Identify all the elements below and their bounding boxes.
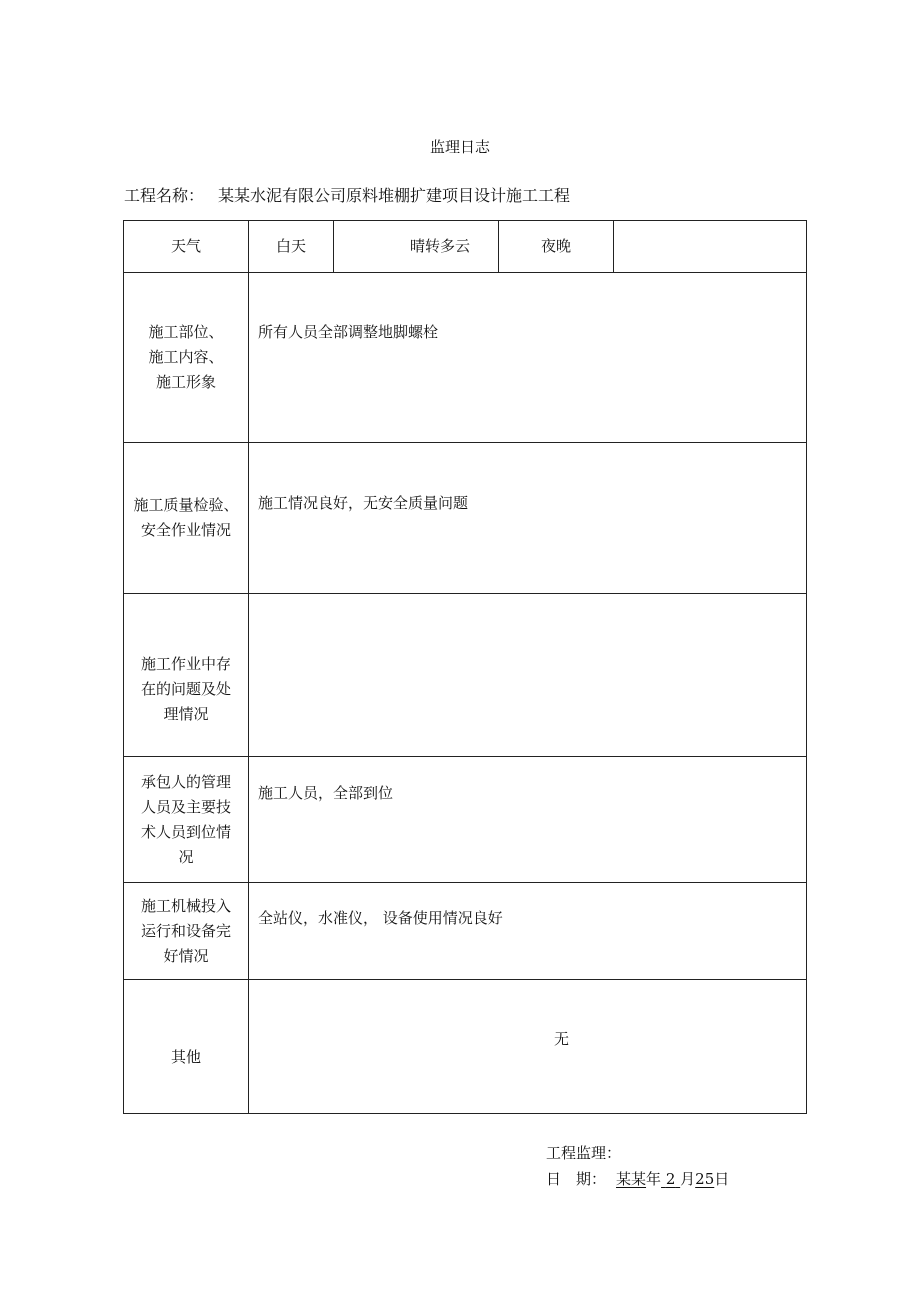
staff-content: 施工人员，全部到位 — [258, 784, 394, 802]
quality-label-line: 安全作业情况 — [140, 521, 231, 539]
page-title: 监理日志 — [429, 138, 490, 156]
day-weather-value: 晴转多云 — [334, 221, 499, 273]
date-day: 25 — [695, 1170, 715, 1188]
day-label: 白天 — [249, 221, 334, 273]
construction-label-line: 施工内容、 — [148, 348, 224, 366]
construction-label — [124, 273, 249, 443]
other-content-cell — [249, 980, 807, 1114]
night-weather-value — [614, 221, 807, 273]
construction-label-line: 施工部位、 — [148, 323, 224, 341]
project-name-value: 某某水泥有限公司原料堆棚扩建项目设计施工工程 — [218, 186, 571, 205]
month-unit: 月 — [680, 1170, 696, 1188]
staff-row — [124, 757, 807, 883]
machinery-label-line: 施工机械投入 — [140, 896, 231, 915]
staff-label-line: 况 — [178, 847, 194, 866]
construction-content-cell — [249, 273, 807, 443]
problems-content-cell — [249, 594, 807, 757]
project-name-line — [124, 185, 570, 207]
construction-content: 所有人员全部调整地脚螺栓 — [258, 323, 439, 341]
weather-label: 天气 — [124, 221, 249, 273]
machinery-label-line: 好情况 — [163, 946, 209, 965]
staff-label-line: 人员及主要技 — [140, 797, 231, 816]
machinery-label-line: 运行和设备完 — [140, 921, 231, 940]
weather-row — [124, 221, 807, 273]
date-month: 2 — [665, 1170, 676, 1188]
project-name-label: 工程名称： — [124, 186, 205, 205]
machinery-label — [124, 883, 249, 980]
quality-content: 施工情况良好，无安全质量问题 — [258, 494, 469, 512]
quality-row — [124, 443, 807, 594]
other-label: 其他 — [124, 980, 249, 1114]
machinery-row — [124, 883, 807, 980]
problems-label-line: 施工作业中存 — [140, 654, 231, 673]
construction-label-line: 施工形象 — [155, 373, 216, 391]
other-content: 无 — [553, 1030, 569, 1048]
supervision-log-table — [123, 220, 807, 1114]
quality-content-cell — [249, 443, 807, 594]
date-line — [546, 1166, 729, 1192]
problems-label-line: 在的问题及处 — [140, 679, 231, 698]
machinery-content-cell — [249, 883, 807, 980]
problems-label-line: 理情况 — [163, 704, 209, 723]
staff-label-line: 承包人的管理 — [140, 772, 231, 791]
machinery-content: 全站仪，水准仪， 设备使用情况良好 — [258, 909, 503, 927]
signature-block — [546, 1140, 729, 1192]
staff-label-line: 术人员到位情 — [140, 822, 231, 841]
staff-content-cell — [249, 757, 807, 883]
night-label: 夜晚 — [499, 221, 614, 273]
day-unit: 日 — [714, 1170, 730, 1188]
supervisor-label: 工程监理： — [546, 1144, 622, 1162]
construction-row — [124, 273, 807, 443]
problems-row — [124, 594, 807, 757]
problems-label — [124, 594, 249, 757]
quality-label — [124, 443, 249, 594]
quality-label-line: 施工质量检验、 — [133, 496, 239, 514]
date-year: 某某 — [616, 1170, 647, 1188]
other-row — [124, 980, 807, 1114]
year-unit: 年 — [646, 1170, 662, 1188]
date-label: 日 期： — [546, 1170, 607, 1188]
staff-label — [124, 757, 249, 883]
